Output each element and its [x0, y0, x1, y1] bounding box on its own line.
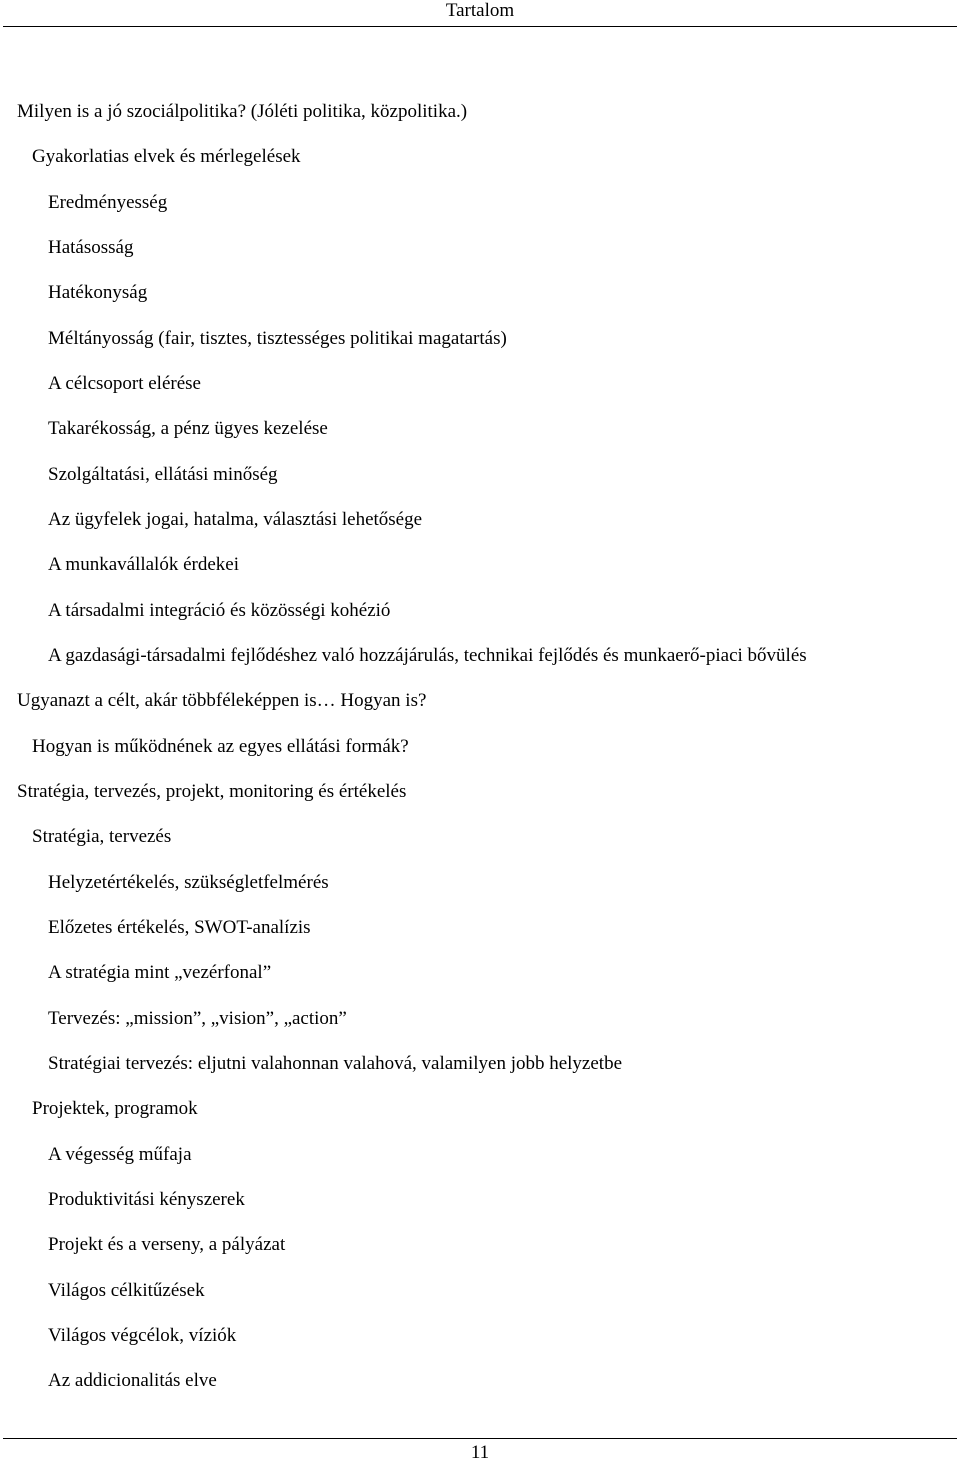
toc-entry[interactable]: A társadalmi integráció és közösségi kohézió	[48, 599, 391, 621]
toc-entry[interactable]: Hatásosság	[48, 236, 134, 258]
toc-entry[interactable]: Az addicionalitás elve	[48, 1370, 217, 1392]
toc-entry[interactable]: Tervezés: „mission”, „vision”, „action”	[48, 1007, 347, 1029]
toc-entry[interactable]: A gazdasági-társadalmi fejlődéshez való hozzájárulás, technikai fejlődés és munkaerő-piaci bővülés	[48, 644, 807, 666]
footer-divider	[3, 1438, 957, 1439]
page-number: 11	[470, 1442, 490, 1463]
toc-entry[interactable]: Az ügyfelek jogai, hatalma, választási lehetősége	[48, 508, 423, 530]
toc-entry[interactable]: A célcsoport elérése	[48, 372, 201, 394]
toc-entry[interactable]: Helyzetértékelés, szükségletfelmérés	[48, 871, 329, 893]
toc-entry[interactable]: Takarékosság, a pénz ügyes kezelése	[48, 418, 328, 440]
toc-entry[interactable]: Milyen is a jó szociálpolitika? (Jóléti politika, közpolitika.)	[17, 101, 468, 122]
toc-entry[interactable]: A munkavállalók érdekei	[48, 554, 239, 576]
toc-entry[interactable]: A végesség műfaja	[48, 1143, 192, 1165]
toc-entry[interactable]: Stratégia, tervezés	[32, 826, 172, 848]
toc-entry[interactable]: Méltányosság (fair, tisztes, tisztességes politikai magatartás)	[48, 327, 507, 349]
toc-entry[interactable]: Szolgáltatási, ellátási minőség	[48, 463, 278, 485]
page-header-title: Tartalom	[445, 0, 515, 21]
toc-entry[interactable]: Produktivitási kényszerek	[48, 1188, 245, 1210]
table-of-contents	[0, 92, 960, 1407]
toc-entry[interactable]: A stratégia mint „vezérfonal”	[48, 962, 272, 984]
header-divider	[3, 26, 957, 27]
toc-entry[interactable]: Eredményesség	[48, 191, 168, 213]
toc-entry[interactable]: Gyakorlatias elvek és mérlegelések	[32, 146, 301, 168]
toc-entry[interactable]: Világos célkitűzések	[48, 1279, 205, 1301]
toc-entry[interactable]: Világos végcélok, víziók	[48, 1324, 237, 1346]
toc-entry[interactable]: Előzetes értékelés, SWOT-analízis	[48, 916, 311, 938]
toc-entry[interactable]: Hatékonyság	[48, 282, 148, 304]
toc-entry[interactable]: Hogyan is működnének az egyes ellátási formák?	[32, 735, 409, 757]
toc-entry[interactable]: Stratégiai tervezés: eljutni valahonnan valahová, valamilyen jobb helyzetbe	[48, 1052, 623, 1074]
toc-entry[interactable]: Projektek, programok	[32, 1098, 198, 1120]
toc-entry[interactable]: Stratégia, tervezés, projekt, monitoring és értékelés	[17, 780, 407, 802]
toc-entry[interactable]: Projekt és a verseny, a pályázat	[48, 1234, 286, 1256]
toc-entry[interactable]: Ugyanazt a célt, akár többféleképpen is… Hogyan is?	[17, 690, 427, 712]
